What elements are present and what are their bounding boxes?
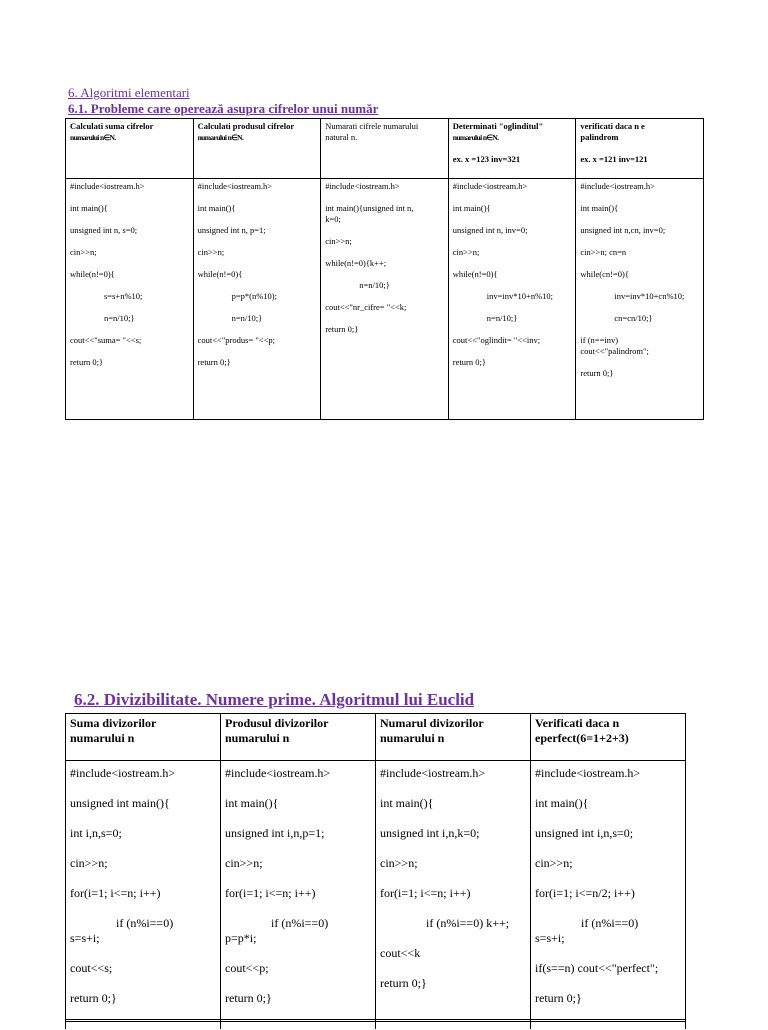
header-cell: Calculati produsul cifrelor numarului n∈N. [193, 119, 321, 179]
header-cell: Suma divizorilor numarului n [66, 714, 221, 761]
section-6-2-title: 6.2. Divizibilitate. Numere prime. Algoritmul lui Euclid [74, 690, 475, 709]
table-code-row [66, 179, 704, 420]
header-cell: verificati daca n e palindrom ex. x =121 inv=121 [576, 119, 704, 179]
table-header-row [66, 119, 704, 179]
digits-algorithms-table [65, 118, 704, 420]
table-header-row [66, 714, 686, 761]
section-6-1-title: 6.1. Probleme care operează asupra cifrelor unui număr [68, 101, 379, 116]
table-code-row [66, 761, 686, 1022]
divisibility-algorithms-table [65, 713, 686, 1022]
header-cell: Numarul divizorilor numarului n [376, 714, 531, 761]
code-cell: #include<iostream.h> int main(){ unsigned int n,cn, inv=0; cin>>n; cn=n while(cn!=0){ inv=inv*10+cn%10; cn=cn/10;} if (n==inv) cout<<"palindrom"; return 0;} [576, 179, 704, 420]
chapter-title: 6. Algoritmi elementari [68, 85, 190, 100]
code-cell: #include<iostream.h> int main(){unsigned int n, k=0; cin>>n; while(n!=0){k++; n=n/10;} cout<<"nr_cifre= "<<k; return 0;} [321, 179, 449, 420]
header-cell: Verificati daca n eperfect(6=1+2+3) [531, 714, 686, 761]
code-cell: #include<iostream.h> int main(){ unsigned int n, s=0; cin>>n; while(n!=0){ s=s+n%10; n=n/10;} cout<<"suma= "<<s; return 0;} [66, 179, 194, 420]
header-cell: Determinati "oglinditul" numarului n∈N. ex. x =123 inv=321 [448, 119, 576, 179]
code-cell: #include<iostream.h> int main(){ unsigned int n, p=1; cin>>n; while(n!=0){ p=p*(n%10); n=n/10;} cout<<"produs= "<<p; return 0;} [193, 179, 321, 420]
code-cell: #include<iostream.h> int main(){ unsigned int i,n,k=0; cin>>n; for(i=1; i<=n; i++) if (n%i==0) k++; cout<<k return 0;} [376, 761, 531, 1022]
header-cell: Numarati cifrele numarului natural n. [321, 119, 449, 179]
header-cell: Calculati suma cifrelor numarului n∈N. [66, 119, 194, 179]
header-cell: Produsul divizorilor numarului n [221, 714, 376, 761]
code-cell: #include<iostream.h> int main(){ unsigned int i,n,p=1; cin>>n; for(i=1; i<=n; i++) if (n%i==0) p=p*i; cout<<p; return 0;} [221, 761, 376, 1022]
code-cell: #include<iostream.h> int main(){ unsigned int n, inv=0; cin>>n; while(n!=0){ inv=inv*10+n%10; n=n/10;} cout<<"oglindit= "<<inv; return 0;} [448, 179, 576, 420]
code-cell: #include<iostream.h> unsigned int main(){ int i,n,s=0; cin>>n; for(i=1; i<=n; i++) if (n%i==0) s=s+i; cout<<s; return 0;} [66, 761, 221, 1022]
code-cell: #include<iostream.h> int main(){ unsigned int i,n,s=0; cin>>n; for(i=1; i<=n/2; i++) if (n%i==0) s=s+i; if(s==n) cout<<"perfect"; return 0;} [531, 761, 686, 1022]
next-table-top-edge [65, 1019, 686, 1030]
